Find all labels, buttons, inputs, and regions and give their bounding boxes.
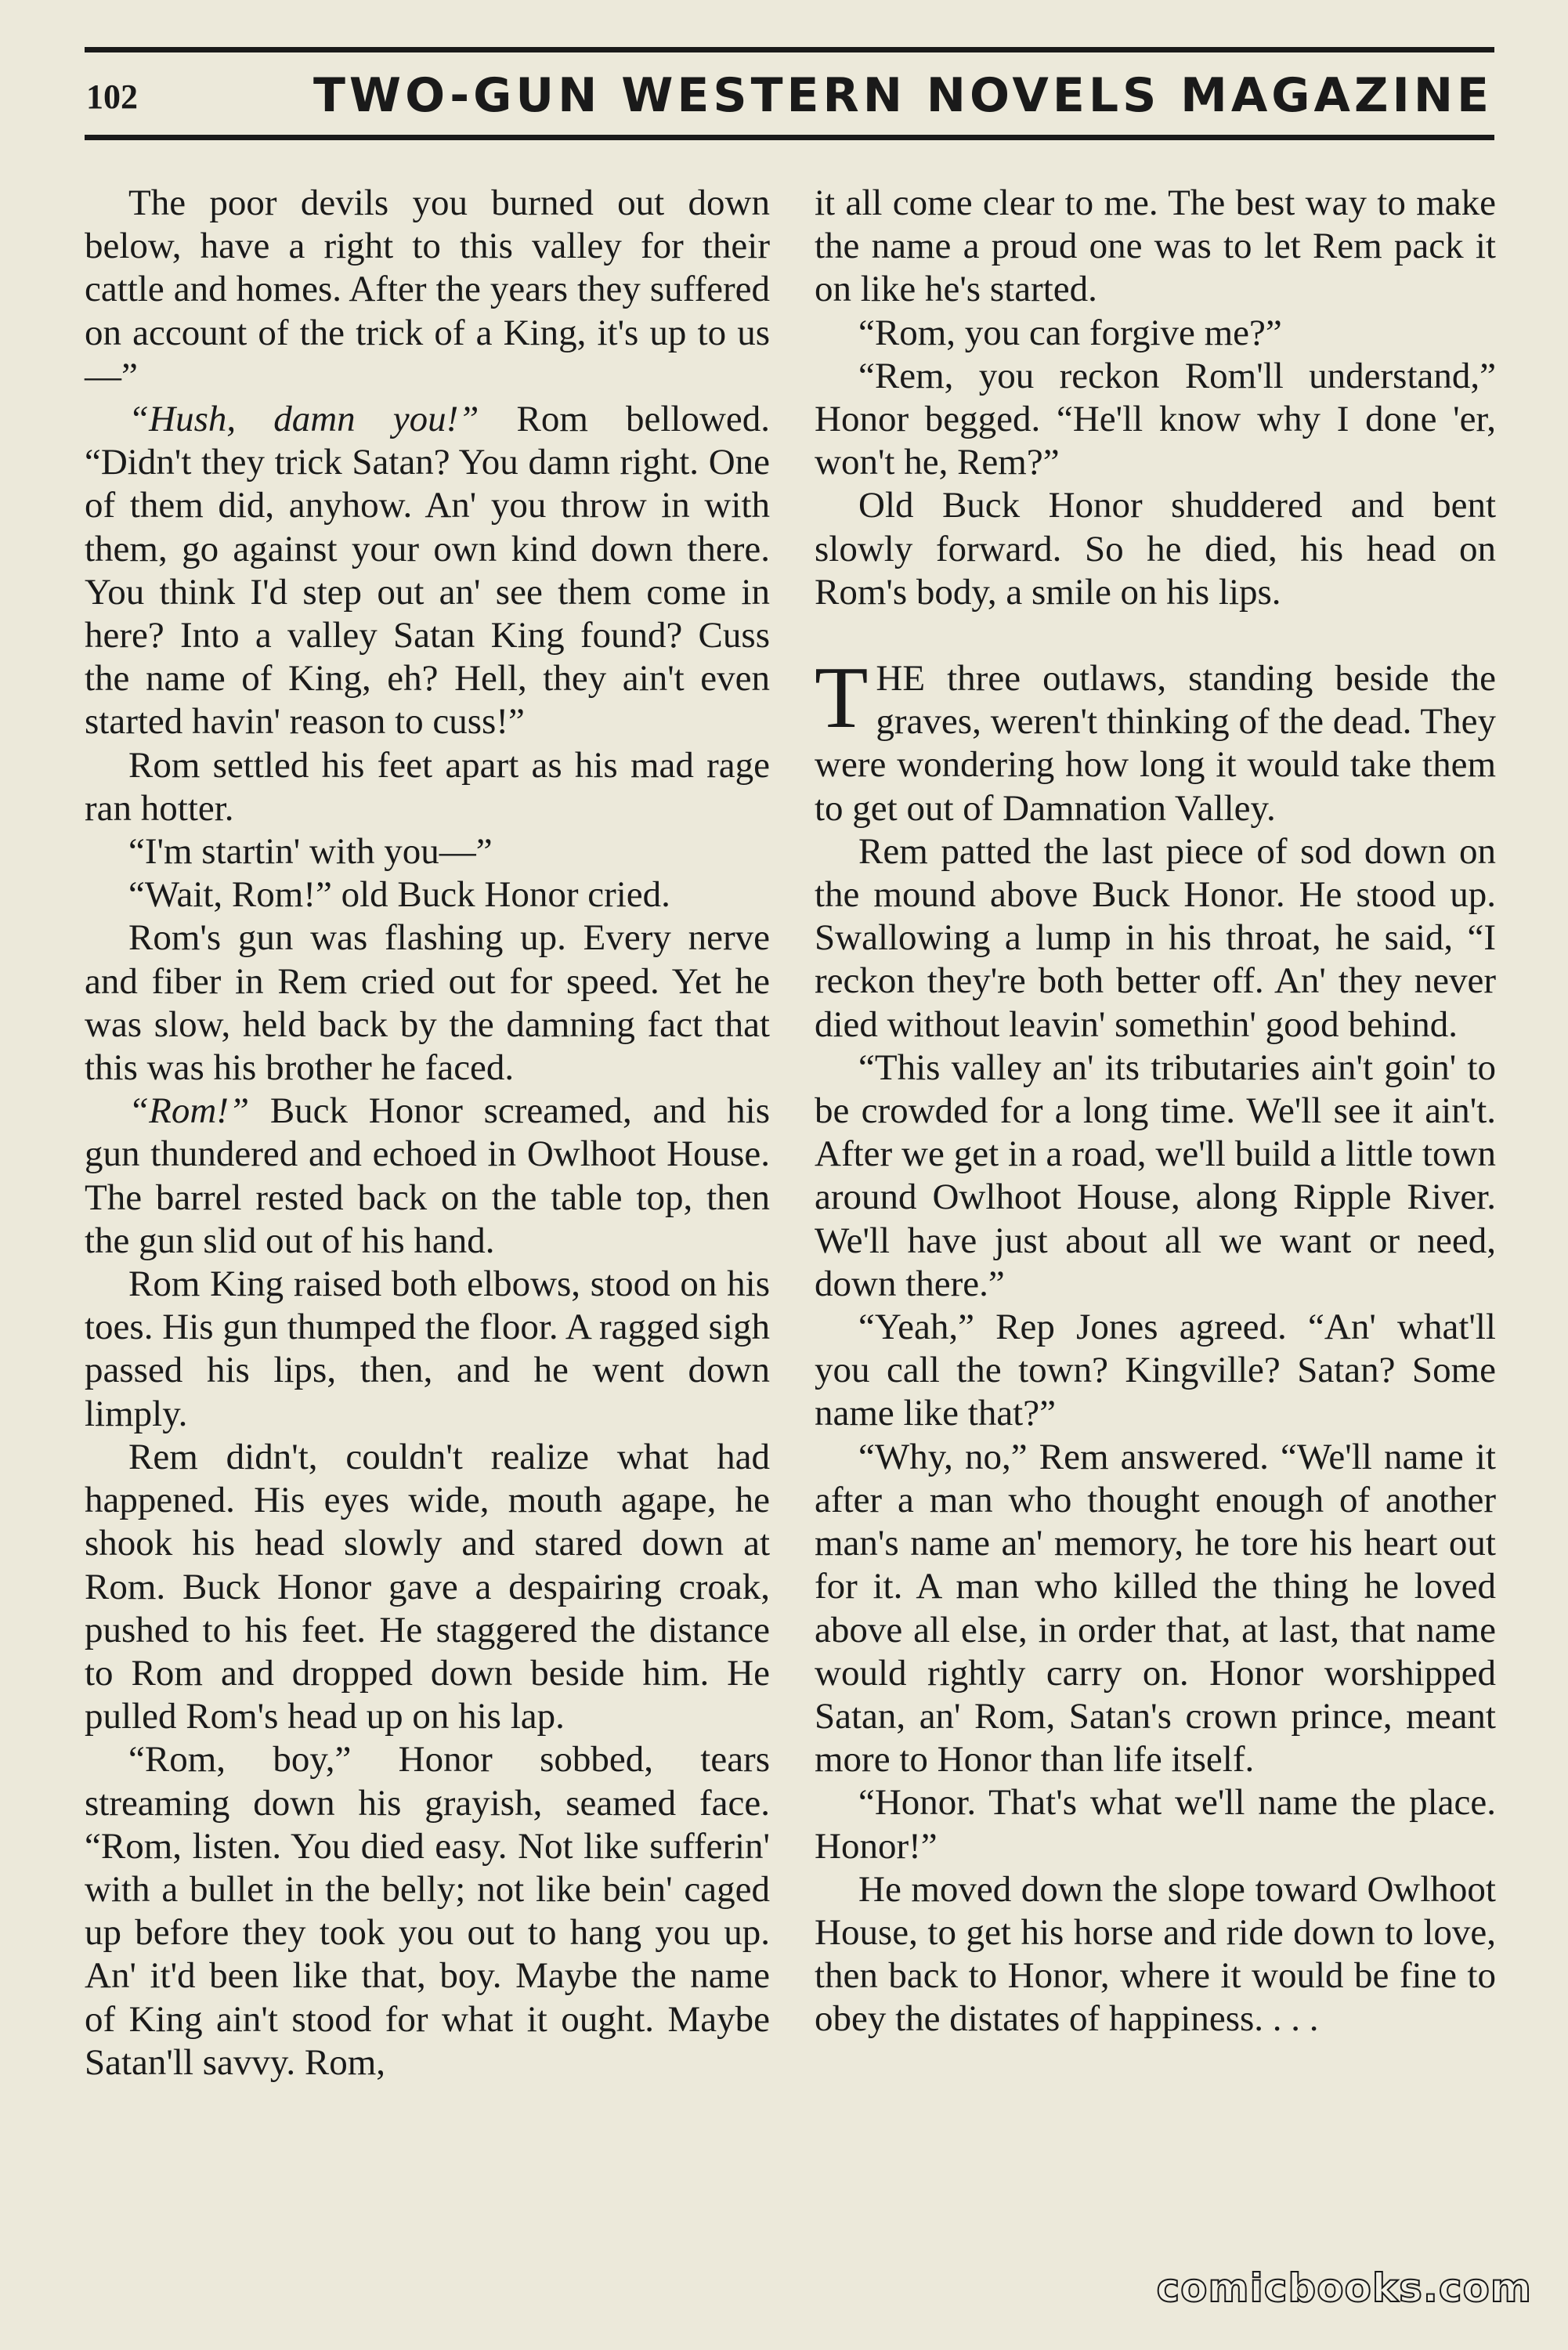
paragraph	[815, 830, 1496, 1047]
paragraph-text: Rem patted the last piece of sod down on the mound above Buck Honor. He stood up. Swallowing a lump in his throat, he said, “I reckon they're both better off. An' they never died without leavin' somethin' good behind.	[815, 830, 1496, 1045]
paragraph-text: Old Buck Honor shuddered and bent slowly forward. So he died, his head on Rom's body, a smile on his lips.	[815, 485, 1496, 613]
paragraph-text: “Rom, you can forgive me?”	[858, 312, 1282, 353]
paragraph	[815, 1868, 1496, 2041]
paragraph	[815, 1047, 1496, 1306]
left-column	[85, 182, 770, 2084]
paragraph	[85, 182, 770, 398]
paragraph-text: “Honor. That's what we'll name the place. Honor!”	[815, 1782, 1496, 1867]
emphasis-text: “Hush, damn you!”	[128, 399, 479, 440]
paragraph-text: Buck Honor screamed, and his gun thundered and echoed in Owlhoot House. The barrel rested back on the table top, then the gun slid out of his hand.	[85, 1090, 770, 1261]
paragraph	[815, 649, 1496, 830]
paragraph-text: “Rom, boy,” Honor sobbed, tears streaming down his grayish, seamed face. “Rom, listen. You died easy. Not like sufferin' with a bullet in the belly; not like bein' caged up before they took you out to hang you up. An' it'd been like that, boy. Maybe the name of King ain't stood for what it ought. Maybe Satan'll savvy. Rom,	[85, 1739, 770, 2083]
paragraph	[815, 1306, 1496, 1436]
paragraph-text: Rom King raised both elbows, stood on his toes. His gun thumped the floor. A ragged sigh passed his lips, then, and he went down limply.	[85, 1264, 770, 1434]
paragraph	[815, 1436, 1496, 1782]
paragraph-text: “Wait, Rom!” old Buck Honor cried.	[128, 874, 670, 916]
paragraph	[815, 312, 1496, 355]
paragraph	[85, 1436, 770, 1738]
paragraph	[815, 1781, 1496, 1867]
paragraph-text: Rem didn't, couldn't realize what had happened. His eyes wide, mouth agape, he shook his head slowly and stared down at Rom. Buck Honor gave a despairing croak, pushed to his feet. He staggered the distance to Rom and dropped down beside him. He pulled Rom's head up on his lap.	[85, 1436, 770, 1737]
paragraph	[85, 873, 770, 916]
paragraph-text: “Yeah,” Rep Jones agreed. “An' what'll you call the town? Kingville? Satan? Some name like that?”	[815, 1307, 1496, 1434]
paragraph	[85, 744, 770, 830]
paragraph	[815, 182, 1496, 312]
drop-cap: T	[815, 649, 869, 747]
paragraph-text: “Rem, you reckon Rom'll understand,” Honor begged. “He'll know why I done 'er, won't he, Rem?”	[815, 355, 1496, 483]
paragraph	[85, 1090, 770, 1263]
paragraph-text: “I'm startin' with you—”	[128, 831, 493, 873]
paragraph-text: Rom settled his feet apart as his mad rage ran hotter.	[85, 744, 770, 829]
page-number: 102	[86, 78, 138, 116]
paragraph-text: Rom's gun was flashing up. Every nerve and fiber in Rem cried out for speed. Yet he was slow, held back by the damning fact that this was his brother he faced.	[85, 917, 770, 1089]
paragraph	[85, 830, 770, 873]
paragraph-text: Rom bellowed. “Didn't they trick Satan? You damn right. One of them did, anyhow. An' you throw in with them, go against your own kind down there. You think I'd step out an' see them come in here? Into a valley Satan King found? Cuss the name of King, eh? Hell, they ain't even started havin' reason to cuss!”	[85, 399, 770, 743]
header-rule-bottom	[85, 135, 1494, 140]
paragraph-text: HE three outlaws, standing beside the graves, weren't thinking of the dead. They were wondering how long it would take them to get out of Damnation Valley.	[815, 658, 1496, 829]
paragraph-text: The poor devils you burned out down below, have a right to this valley for their cattle and homes. After the years they suffered on account of the trick of a King, it's up to us—”	[85, 183, 770, 396]
right-column	[815, 182, 1496, 2041]
paragraph-text: “This valley an' its tributaries ain't goin' to be crowded for a long time. We'll see it ain't. After we get in a road, we'll build a little town around Owlhoot House, along Ripple River. We'll have just about all we want or need, down there.”	[815, 1047, 1496, 1304]
paragraph-text: He moved down the slope toward Owlhoot House, to get his horse and ride down to love, then back to Honor, where it would be fine to obey the distates of happiness. . . .	[815, 1868, 1496, 2040]
paragraph-text: it all come clear to me. The best way to make the name a proud one was to let Rem pack it on like he's started.	[815, 183, 1496, 310]
paragraph	[85, 1263, 770, 1436]
paragraph	[85, 1738, 770, 2084]
magazine-title: TWO-GUN WESTERN NOVELS MAGAZINE	[313, 68, 1494, 123]
header-rule-top	[85, 47, 1494, 52]
paragraph-text: “Why, no,” Rem answered. “We'll name it after a man who thought enough of another man's name an' memory, he tore his heart out for it. A man who killed the thing he loved above all else, in order that, at last, that name would rightly carry on. Honor worshipped Satan, an' Rom, Satan's crown prince, meant more to Honor than life itself.	[815, 1436, 1496, 1781]
paragraph	[85, 916, 770, 1090]
paragraph	[815, 484, 1496, 614]
paragraph	[85, 398, 770, 744]
emphasis-text: “Rom!”	[128, 1090, 250, 1132]
watermark-logo: comicbooks.com	[1156, 2265, 1532, 2311]
paragraph	[815, 355, 1496, 485]
